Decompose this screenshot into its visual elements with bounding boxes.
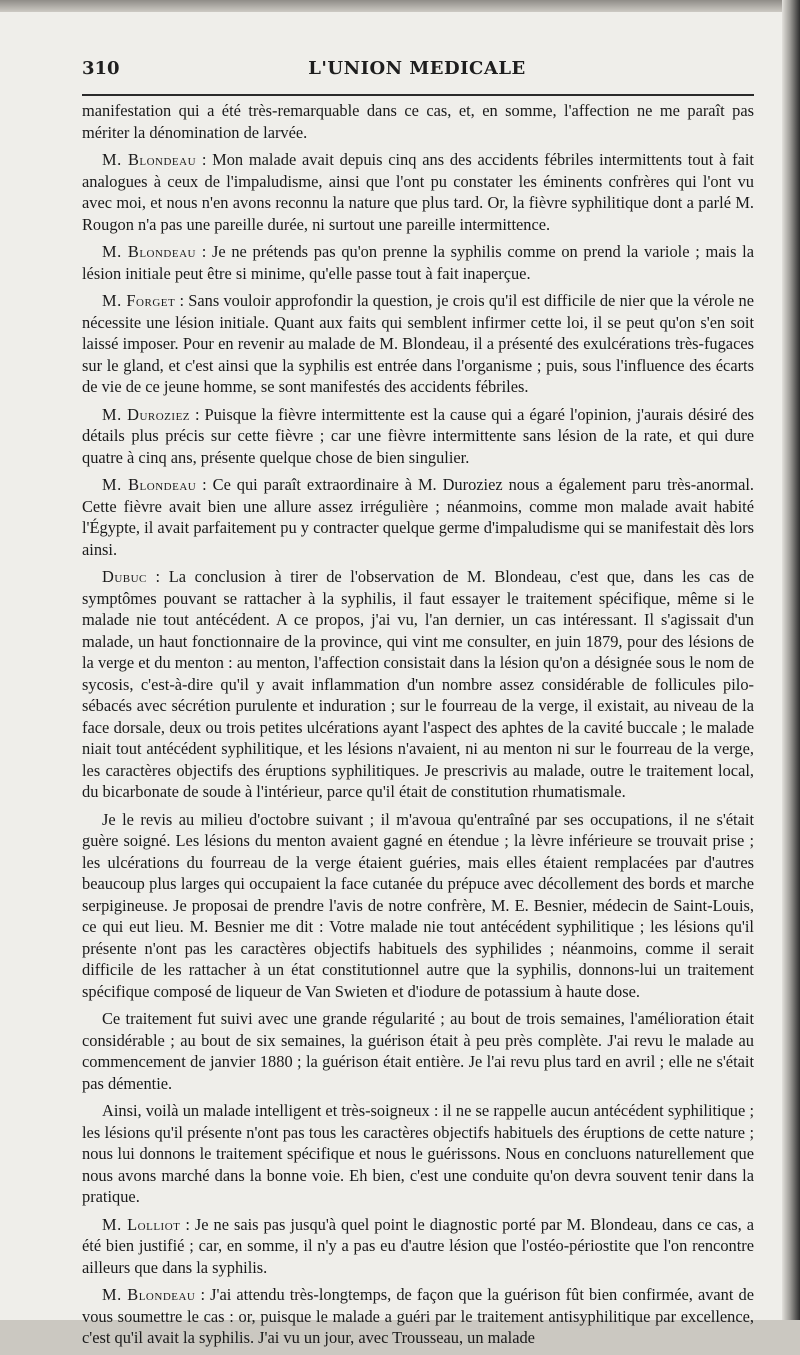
speaker-name: M. Blondeau [102, 242, 196, 261]
speaker-name: M. Duroziez [102, 404, 191, 424]
paragraph [82, 100, 754, 143]
paragraph [82, 474, 754, 560]
paragraph [82, 1008, 754, 1094]
paragraph-text: : La conclusion à tirer de l'observation de M. Blondeau, c'est que, dans les cas de symptômes pouvant se rattacher à la syphilis, il faut essayer le traitement spécifique, même si le malade nie tout antécédent. A ce propos, j'ai vu, l'an dernier, un cas intéressant. Il s'agissait d'un malade, un haut fonctionnaire de la province, qui vint me consulter, en juin 1879, pour des lésions de la verge et du menton : au menton, l'affection consistait dans la lésion qu'on a désignée sous le nom de sycosis, c'est-à-dire qu'il y avait inflammation d'un nombre assez considérable de follicules pilo-sébacés avec sécrétion purulente et induration ; sur le fourreau de la verge, il existait, au niveau de la face dorsale, deux ou trois petites ulcérations ayant l'aspect des aphtes de la cavité buccale ; le malade niait tout antécédent syphilitique, et les lésions n'avaient, ni au menton ni sur le fourreau de la verge, les caractères objectifs des éruptions syphilitiques. Je prescrivis au malade, outre le traitement local, du bicarbonate de soude à l'intérieur, parce qu'il était de constitution rhumatismale. [82, 567, 754, 801]
page-number: 310 [82, 58, 120, 79]
paragraph-text: : Ce qui paraît extraordinaire à M. Duroziez nous a également paru très-anormal. Cette fièvre avait bien une allure assez irrégulière ; néanmoins, comme mon malade avait habité l'Égypte, il avait parfaitement pu y contracter quelque germe d'impaludisme qui se manifestait dès lors ainsi. [82, 475, 754, 559]
paragraph-text: Je le revis au milieu d'octobre suivant ; il m'avoua qu'entraîné par ses occupations, il ne s'était guère soigné. Les lésions du menton avaient gagné en étendue ; la lèvre inférieure se trouvait prise ; les ulcérations du fourreau de la verge étaient guéries, mais elles étaient remplacées par d'autres beaucoup plus larges qui occupaient la face cutanée du prépuce avec décollement des bords et marche serpigineuse. Je proposai de prendre l'avis de notre confrère, M. E. Besnier, médecin de Saint-Louis, ce qui eut lieu. M. Besnier me dit : Votre malade nie tout antécédent syphilitique ; les lésions qu'il présente n'ont pas les caractères objectifs habituels des syphilides ; néanmoins, comme il serait difficile de les rattacher à un état constitutionnel autre que la syphilis, donnons-lui un traitement spécifique composé de liqueur de Van Swieten et d'iodure de potassium à haute dose. [82, 809, 754, 1001]
paragraph [82, 1214, 754, 1279]
paragraph-text: Ce traitement fut suivi avec une grande régularité ; au bout de trois semaines, l'amélioration était considérable ; au bout de six semaines, la guérison était à peu près complète. J'ai revu le malade au commencement de janvier 1880 ; la guérison était entière. Je l'ai revu plus tard en avril ; elle ne s'était pas démentie. [82, 1009, 754, 1093]
paragraph-text: : J'ai attendu très-longtemps, de façon que la guérison fût bien confirmée, avant de vous soumettre le cas : or, puisque le malade a guéri par le traitement antisyphilitique par excellence, c'est qu'il avait la syphilis. J'ai vu un jour, avec Trousseau, un malade [82, 1285, 755, 1347]
paragraph-text: Ainsi, voilà un malade intelligent et très-soigneux : il ne se rappelle aucun antécédent syphilitique ; les lésions qu'il présente n'ont pas tous les caractères objectifs habituels des éruptions de cette nature ; nous lui donnons le traitement spécifique et nous le guérissons. Nous en concluons naturellement que nous avons marché dans la bonne voie. Eh bien, c'est une conduite qu'on devra souvent tenir dans la pratique. [82, 1101, 754, 1206]
paragraph [82, 1100, 754, 1208]
paragraph [82, 566, 754, 803]
speaker-name: M. Forget [102, 291, 176, 310]
header-rule [82, 94, 754, 96]
speaker-name: M. Blondeau [102, 475, 197, 494]
paragraph-text: manifestation qui a été très-remarquable dans ce cas, et, en somme, l'affection ne me paraît pas mériter la dénomination de larvée. [82, 101, 754, 142]
paragraph-text: : Je ne prétends pas qu'on prenne la syphilis comme on prend la variole ; mais la lésion initiale peut être si minime, qu'elle passe tout à fait inaperçue. [82, 242, 754, 283]
speaker-name: M. Lolliot [102, 1214, 181, 1234]
paragraph-text: : Puisque la fièvre intermittente est la cause qui a égaré l'opinion, j'aurais désiré des détails plus précis sur cette fièvre ; car une fièvre intermittente sans lésion de la rate, et qui dure quatre à cinq ans, présente quelque chose de bien singulier. [82, 404, 755, 467]
paragraph [82, 149, 754, 235]
paragraph [82, 290, 754, 398]
article-body [82, 100, 754, 1355]
paragraph [82, 1284, 754, 1349]
paragraph [82, 241, 754, 284]
running-header [82, 50, 752, 86]
paragraph-text: : Mon malade avait depuis cinq ans des accidents fébriles intermittents tout à fait analogues à ceux de l'impaludisme, ainsi que l'ont pu constater les éminents confrères qui l'ont vu avec moi, et nous n'en avons reconnu la nature que plus tard. Or, la fièvre syphilitique dont a parlé M. Rougon n'a pas une pareille durée, ni surtout une pareille intermittence. [82, 150, 754, 234]
speaker-name: Dubuc [102, 567, 147, 586]
paragraph [82, 809, 754, 1003]
speaker-name: M. Blondeau [102, 1285, 196, 1304]
paragraph-text: : Sans vouloir approfondir la question, je crois qu'il est difficile de nier que la vérole ne nécessite une lésion initiale. Quant aux faits qui semblent infirmer cette loi, il se peut qu'on s'en soit laissé imposer. Pour en revenir au malade de M. Blondeau, il a présenté des exulcérations très-fugaces sur le gland, et c'est ainsi que la syphilis est entrée dans l'organisme ; puis, sous l'influence des écarts de vie de ce jeune homme, se sont manifestés des accidents fébriles. [82, 291, 754, 396]
speaker-name: M. Blondeau [102, 150, 197, 169]
paragraph [82, 404, 754, 469]
journal-title: L'UNION MEDICALE [308, 58, 526, 79]
paragraph-text: : Je ne sais pas jusqu'à quel point le diagnostic porté par M. Blondeau, dans ce cas, a été bien justifié ; car, en somme, il n'y a pas eu d'autre lésion que l'ostéo-périostite que l'on rencontre ailleurs que dans la syphilis. [82, 1214, 754, 1277]
scan-right-edge [782, 0, 800, 1320]
